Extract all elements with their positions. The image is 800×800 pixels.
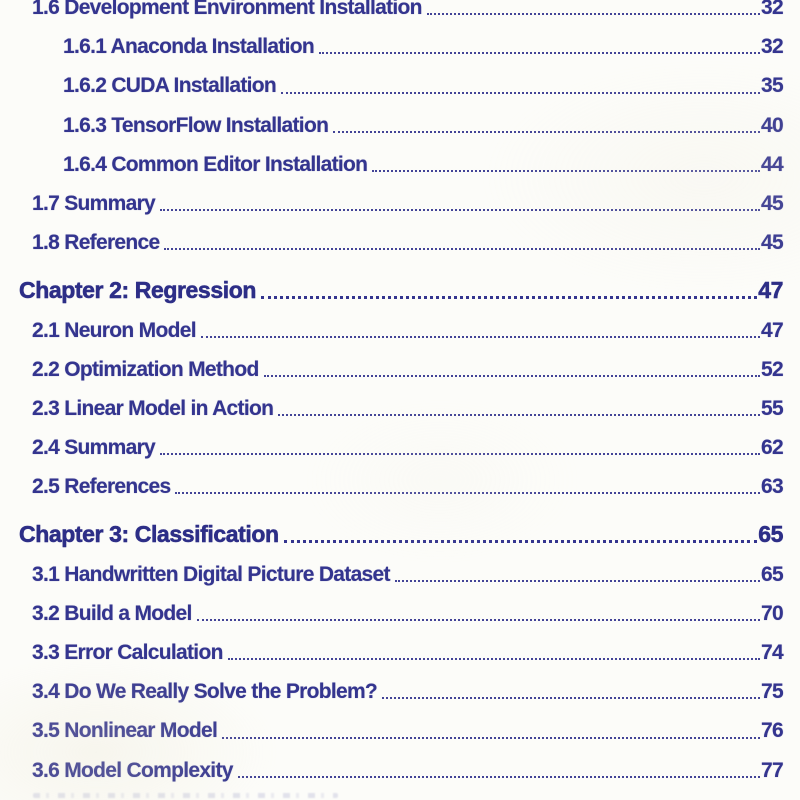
toc-entry-label: 2.1 Neuron Model <box>32 318 196 342</box>
toc-entry[interactable] <box>0 106 800 145</box>
toc-page-number: 32 <box>761 0 783 19</box>
toc-entry[interactable] <box>0 428 800 467</box>
toc-page-number: 47 <box>758 277 783 304</box>
toc-entry-label: Chapter 3: Classification <box>19 521 279 548</box>
toc-page-number: 62 <box>761 436 783 460</box>
toc-entry[interactable] <box>0 271 800 310</box>
dot-leader <box>197 619 760 621</box>
toc-entry[interactable] <box>0 27 800 66</box>
toc-page-number: 44 <box>761 152 783 176</box>
toc-entry-label: 1.6.4 Common Editor Installation <box>63 152 368 176</box>
dot-leader <box>164 248 760 250</box>
toc-entry-label: 3.6 Model Complexity <box>32 758 233 782</box>
dot-leader <box>160 209 760 211</box>
toc-entry[interactable] <box>0 467 800 506</box>
toc-entry-label: 3.4 Do We Really Solve the Problem? <box>32 680 378 704</box>
toc-page-number: 74 <box>761 641 783 664</box>
toc-page-number: 70 <box>761 601 783 625</box>
toc-page-number: 45 <box>761 231 783 255</box>
dot-leader <box>238 776 760 778</box>
toc-entry[interactable] <box>0 594 800 633</box>
toc-page-number: 47 <box>761 318 783 342</box>
toc-entry[interactable] <box>0 66 800 105</box>
dot-leader <box>333 131 760 133</box>
toc-page-number: 76 <box>761 719 783 743</box>
dot-leader <box>372 170 760 172</box>
dot-leader <box>319 52 760 54</box>
toc-entry-label: 3.2 Build a Model <box>32 601 192 625</box>
toc-entry[interactable] <box>0 672 800 711</box>
toc-entry[interactable] <box>0 389 800 428</box>
toc-entry[interactable] <box>0 145 800 184</box>
toc-page-number: 65 <box>758 521 783 548</box>
toc-entry-label: 1.6.3 TensorFlow Installation <box>63 113 329 137</box>
toc-page-number: 40 <box>761 113 783 137</box>
toc-entry-label: 1.7 Summary <box>32 191 156 215</box>
toc-entry-label: 3.1 Handwritten Digital Picture Dataset <box>32 562 390 586</box>
toc-entry[interactable] <box>0 633 800 672</box>
toc-entry[interactable] <box>0 751 800 790</box>
dot-leader <box>382 697 760 699</box>
toc-entry-label: 2.3 Linear Model in Action <box>32 396 274 420</box>
toc-page-number: 35 <box>761 74 783 98</box>
toc-page-number: 52 <box>761 357 783 381</box>
dot-leader <box>222 737 760 739</box>
toc-entry[interactable] <box>0 311 800 350</box>
dot-leader <box>261 296 757 299</box>
cutoff-text-row <box>33 793 338 798</box>
toc-entry-label: 3.5 Nonlinear Model <box>32 719 218 743</box>
dot-leader <box>278 414 760 416</box>
toc-entry[interactable] <box>0 555 800 594</box>
dot-leader <box>427 13 760 15</box>
toc-entry-label: 3.3 Error Calculation <box>32 641 223 664</box>
toc-page-number: 77 <box>761 758 783 782</box>
toc-entry-label: 2.4 Summary <box>32 436 156 460</box>
toc-entry-label: 1.8 Reference <box>32 231 160 255</box>
toc-page-number: 75 <box>761 680 783 704</box>
toc-entry[interactable] <box>0 515 800 554</box>
dot-leader <box>160 453 760 455</box>
toc-entry-label: 1.6.2 CUDA Installation <box>63 74 277 98</box>
toc-page-number: 32 <box>761 35 783 59</box>
toc-entry[interactable] <box>0 223 800 262</box>
dot-leader <box>264 375 760 377</box>
toc-entry[interactable] <box>0 350 800 389</box>
dot-leader <box>281 92 760 94</box>
dot-leader <box>284 540 758 543</box>
toc-page-number: 55 <box>761 396 783 420</box>
dot-leader <box>228 658 760 660</box>
toc-entry-label: 2.2 Optimization Method <box>32 357 259 381</box>
dot-leader <box>395 580 760 582</box>
toc-entry[interactable] <box>0 711 800 750</box>
toc-entry[interactable] <box>0 0 800 27</box>
toc-entry[interactable] <box>0 184 800 223</box>
toc-entry-label: Chapter 2: Regression <box>19 277 256 304</box>
dot-leader <box>201 336 760 338</box>
toc-page-number: 63 <box>761 475 783 499</box>
dot-leader <box>175 492 760 494</box>
toc-entry-label: 1.6.1 Anaconda Installation <box>63 35 315 59</box>
toc-page-number: 45 <box>761 191 783 215</box>
toc-page-number: 65 <box>761 562 783 586</box>
toc-entry-label: 2.5 References <box>32 475 171 499</box>
toc-entry-label: 1.6 Development Environment Installation <box>32 0 422 19</box>
